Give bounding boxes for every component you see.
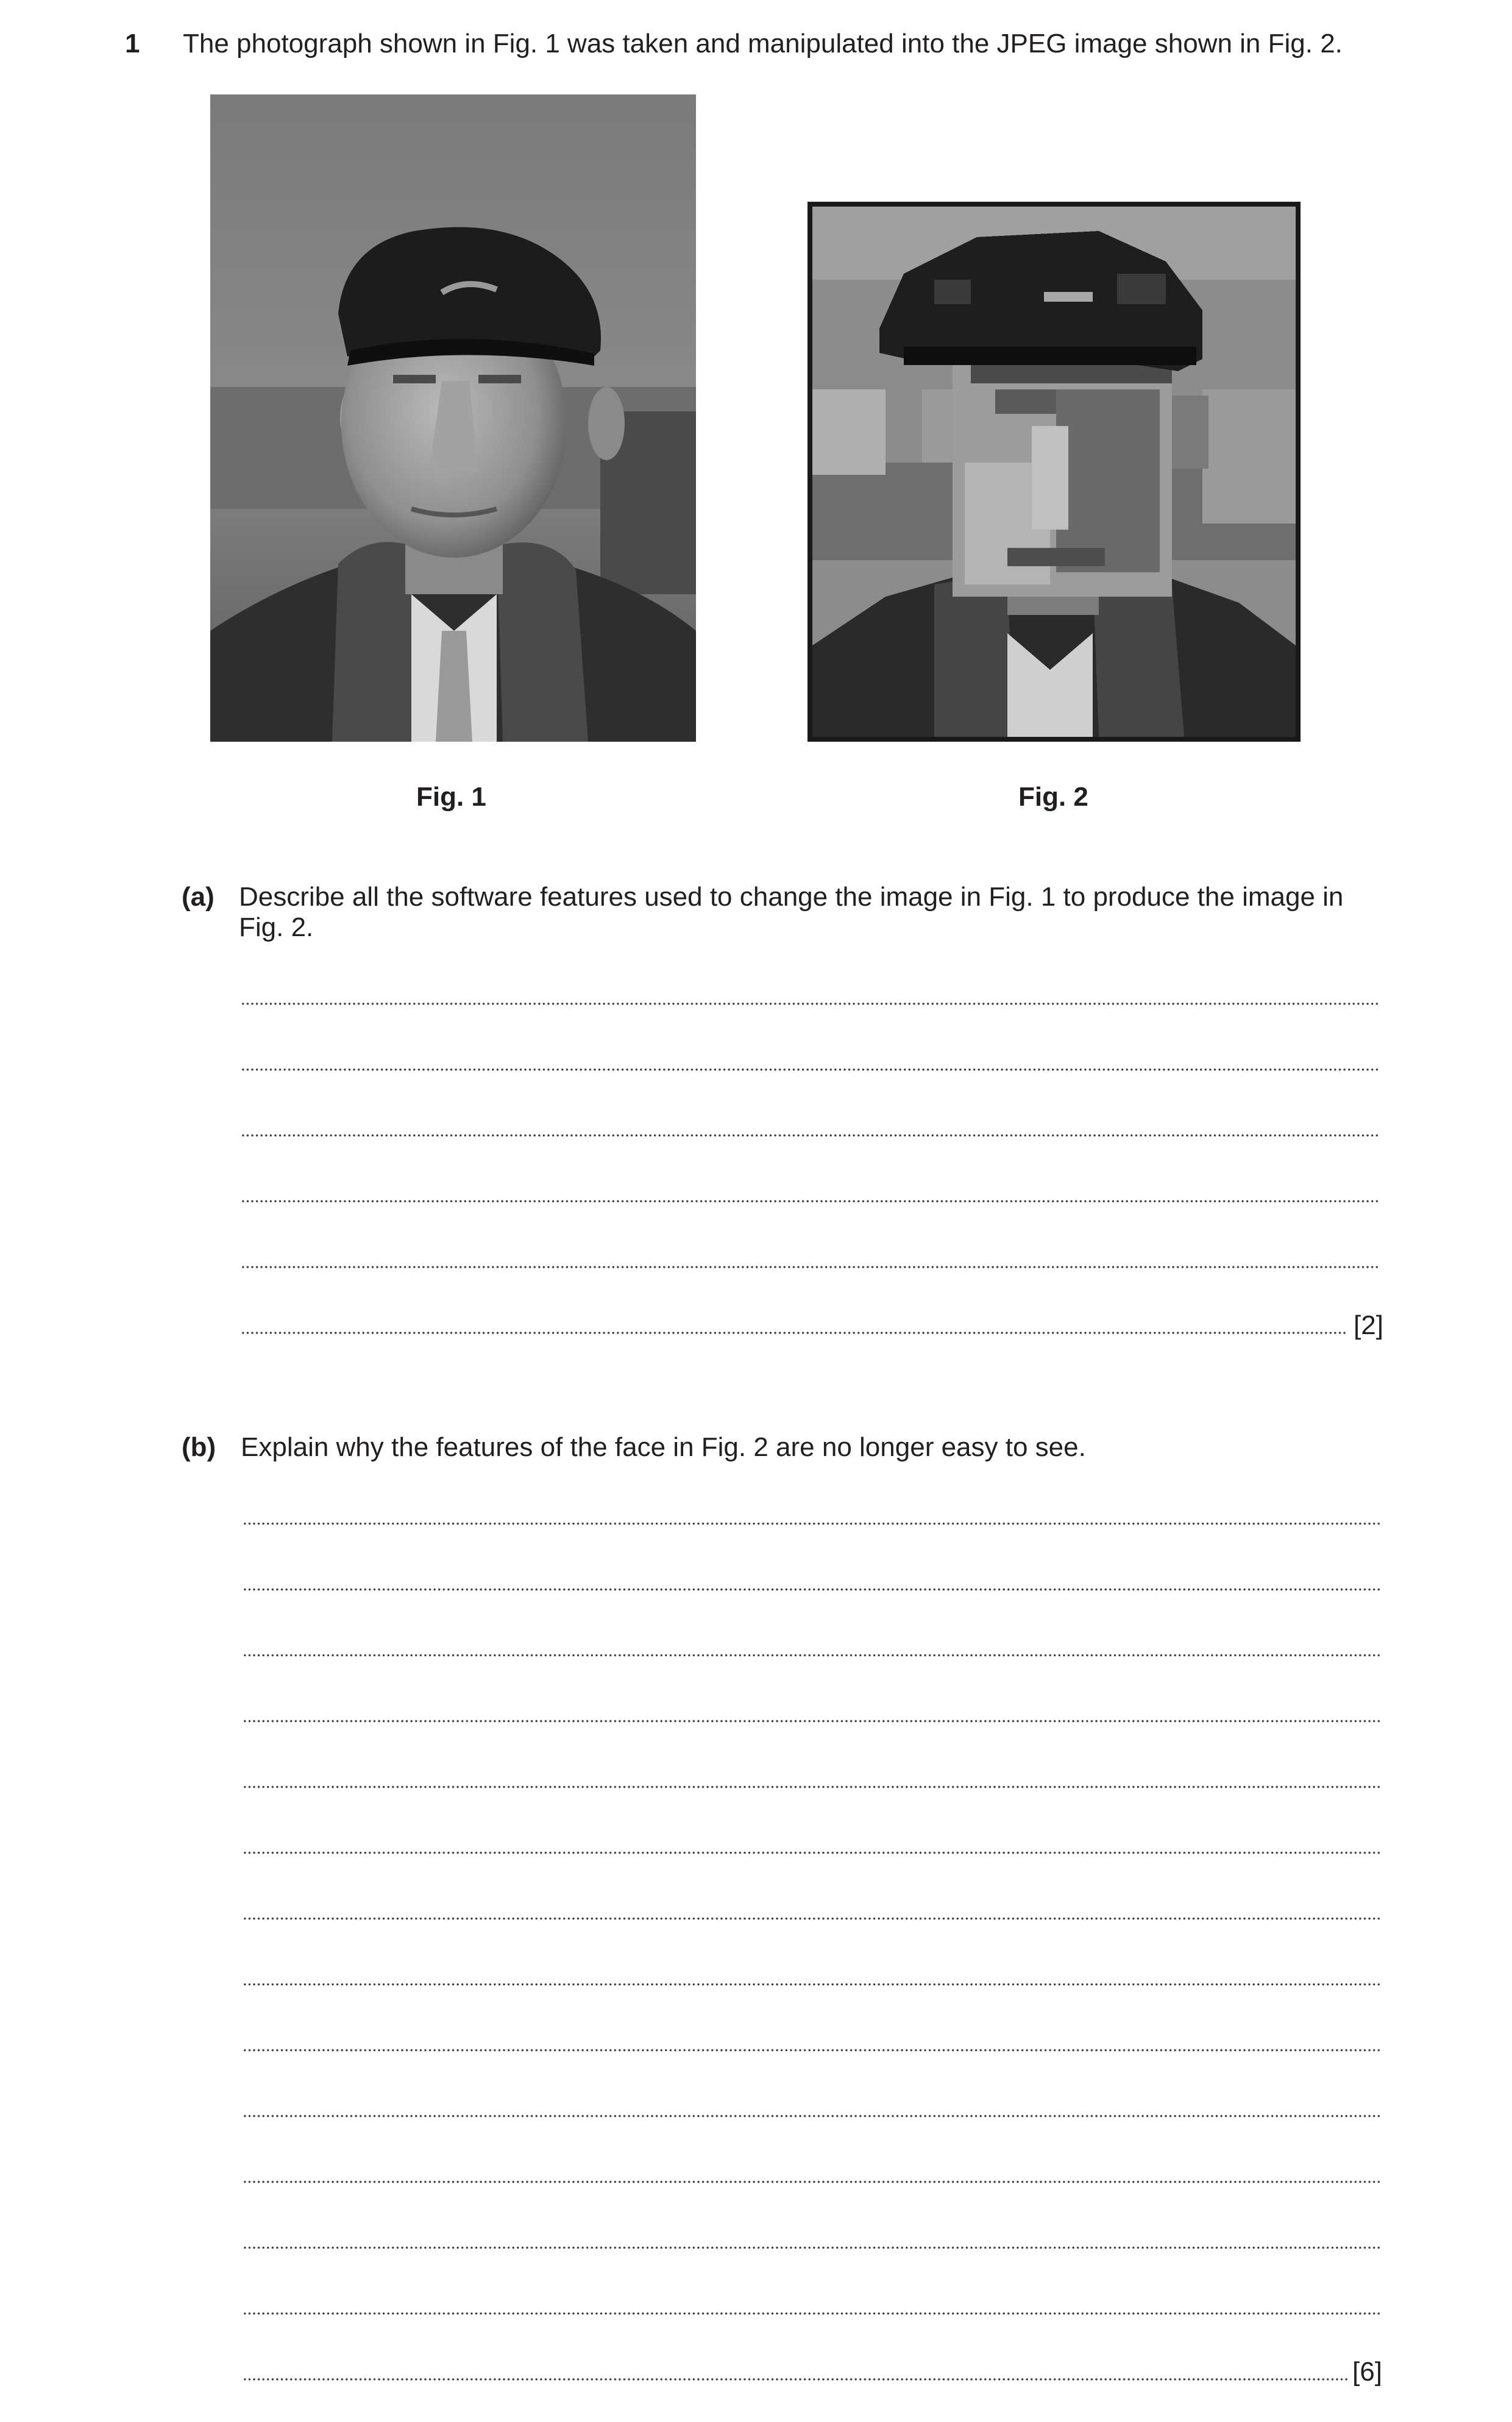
answer-line[interactable] [243, 2115, 1382, 2117]
figure-1-photograph [210, 94, 696, 742]
answer-line[interactable] [243, 1720, 1382, 1722]
answer-line[interactable] [243, 1983, 1382, 1986]
answer-line[interactable] [243, 1654, 1382, 1657]
part-a-marks: [2] [1354, 1310, 1383, 1340]
answer-line[interactable] [243, 2378, 1349, 2381]
question-stem: The photograph shown in Fig. 1 was taken and manipulated into the JPEG image shown in Fig. 2. [183, 29, 1343, 59]
answer-line[interactable] [241, 1200, 1380, 1202]
answer-line[interactable] [243, 2246, 1382, 2249]
figure-1-caption: Fig. 1 [416, 782, 486, 812]
answer-line[interactable] [243, 1917, 1382, 1920]
answer-line[interactable] [243, 2049, 1382, 2051]
part-b-label: (b) [182, 1432, 216, 1462]
answer-line[interactable] [243, 1852, 1382, 1854]
part-b-marks: [6] [1352, 2357, 1382, 2387]
question-number: 1 [125, 29, 140, 59]
figure-2-caption: Fig. 2 [1018, 782, 1088, 812]
answer-line[interactable] [243, 1786, 1382, 1788]
answer-line[interactable] [241, 1068, 1380, 1071]
figure-2-manipulated-image [807, 202, 1301, 742]
answer-line[interactable] [241, 1003, 1380, 1005]
answer-line[interactable] [241, 1332, 1346, 1334]
answer-line[interactable] [243, 1588, 1382, 1591]
answer-line[interactable] [243, 2312, 1382, 2315]
part-a-question-line-1: Describe all the software features used to change the image in Fig. 1 to produce the image in [239, 882, 1344, 912]
answer-line[interactable] [241, 1134, 1380, 1137]
part-b-question: Explain why the features of the face in Fig. 2 are no longer easy to see. [241, 1432, 1086, 1462]
answer-line[interactable] [243, 2181, 1382, 2183]
part-a-label: (a) [182, 882, 215, 912]
part-a-question-line-2: Fig. 2. [239, 912, 314, 942]
answer-line[interactable] [243, 1522, 1382, 1525]
answer-line[interactable] [241, 1266, 1380, 1268]
